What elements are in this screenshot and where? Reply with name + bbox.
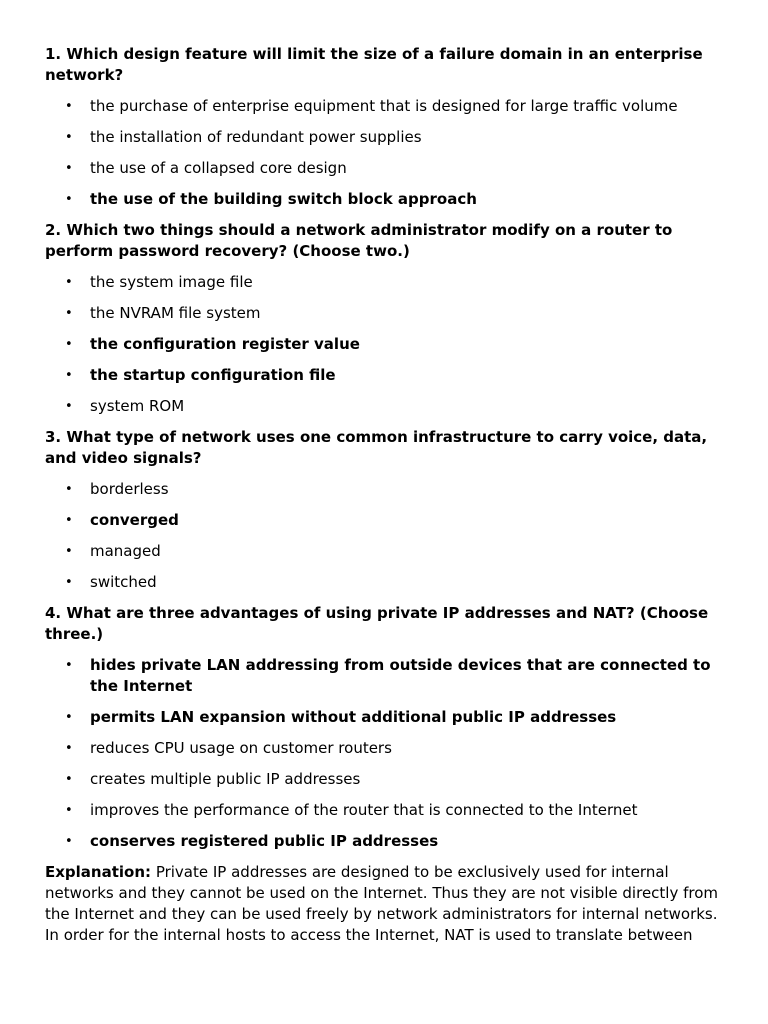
bullet-icon: • bbox=[65, 482, 73, 497]
bullet-icon: • bbox=[65, 192, 73, 207]
answer-option-text: improves the performance of the router that is connected to the Internet bbox=[90, 801, 638, 819]
answer-option-correct bbox=[45, 655, 725, 697]
answer-option-correct bbox=[45, 831, 725, 852]
question-block bbox=[45, 603, 725, 852]
answer-option-text: the use of a collapsed core design bbox=[90, 159, 347, 177]
answer-option-text: permits LAN expansion without additional public IP addresses bbox=[90, 708, 617, 726]
bullet-icon: • bbox=[65, 741, 73, 756]
answer-option-correct bbox=[45, 334, 725, 355]
question-block bbox=[45, 427, 725, 593]
answer-option-text: the purchase of enterprise equipment that is designed for large traffic volume bbox=[90, 97, 678, 115]
bullet-icon: • bbox=[65, 306, 73, 321]
bullet-icon: • bbox=[65, 575, 73, 590]
answer-options-list bbox=[45, 96, 725, 210]
explanation-paragraph bbox=[45, 862, 725, 946]
answer-option-text: conserves registered public IP addresses bbox=[90, 832, 439, 850]
answer-option-text: the NVRAM file system bbox=[90, 304, 261, 322]
answer-options-list bbox=[45, 655, 725, 852]
answer-option-correct bbox=[45, 365, 725, 386]
bullet-icon: • bbox=[65, 368, 73, 383]
explanation-label: Explanation: bbox=[45, 863, 152, 881]
answer-option-text: managed bbox=[90, 542, 161, 560]
answer-option bbox=[45, 572, 725, 593]
answer-option bbox=[45, 158, 725, 179]
bullet-icon: • bbox=[65, 513, 73, 528]
answer-option-text: converged bbox=[90, 511, 179, 529]
bullet-icon: • bbox=[65, 544, 73, 559]
answer-option bbox=[45, 541, 725, 562]
answer-option bbox=[45, 479, 725, 500]
answer-option-text: borderless bbox=[90, 480, 169, 498]
answer-option bbox=[45, 396, 725, 417]
answer-option-text: creates multiple public IP addresses bbox=[90, 770, 361, 788]
answer-option-correct bbox=[45, 707, 725, 728]
answer-option-correct bbox=[45, 510, 725, 531]
answer-options-list bbox=[45, 479, 725, 593]
answer-option-text: the use of the building switch block approach bbox=[90, 190, 477, 208]
bullet-icon: • bbox=[65, 834, 73, 849]
answer-option-text: reduces CPU usage on customer routers bbox=[90, 739, 392, 757]
question-title: 4. What are three advantages of using private IP addresses and NAT? (Choose three.) bbox=[45, 604, 709, 643]
bullet-icon: • bbox=[65, 803, 73, 818]
document-body bbox=[45, 44, 725, 946]
answer-option-text: the configuration register value bbox=[90, 335, 360, 353]
bullet-icon: • bbox=[65, 710, 73, 725]
answer-option-text: the system image file bbox=[90, 273, 253, 291]
question-list bbox=[45, 44, 725, 852]
bullet-icon: • bbox=[65, 658, 73, 673]
answer-option-correct bbox=[45, 189, 725, 210]
answer-option bbox=[45, 303, 725, 324]
explanation-text: Private IP addresses are designed to be exclusively used for internal networks and they cannot be used on the Internet. Thus they are not visible directly from the Internet and they can be used freely by network administrators for internal networks. In order for the internal hosts to access the Internet, NAT is used to translate between bbox=[45, 863, 719, 944]
answer-option-text: switched bbox=[90, 573, 157, 591]
bullet-icon: • bbox=[65, 275, 73, 290]
answer-option-text: the installation of redundant power supplies bbox=[90, 128, 422, 146]
bullet-icon: • bbox=[65, 772, 73, 787]
answer-option bbox=[45, 800, 725, 821]
answer-option-text: system ROM bbox=[90, 397, 185, 415]
answer-option bbox=[45, 127, 725, 148]
answer-option bbox=[45, 769, 725, 790]
answer-option-text: the startup configuration file bbox=[90, 366, 336, 384]
question-title: 1. Which design feature will limit the size of a failure domain in an enterprise network? bbox=[45, 45, 703, 84]
question-block bbox=[45, 44, 725, 210]
answer-option-text: hides private LAN addressing from outside devices that are connected to the Internet bbox=[90, 656, 711, 695]
answer-options-list bbox=[45, 272, 725, 417]
bullet-icon: • bbox=[65, 130, 73, 145]
question-block bbox=[45, 220, 725, 417]
question-title: 3. What type of network uses one common infrastructure to carry voice, data, and video signals? bbox=[45, 428, 708, 467]
answer-option bbox=[45, 738, 725, 759]
bullet-icon: • bbox=[65, 399, 73, 414]
bullet-icon: • bbox=[65, 161, 73, 176]
question-title: 2. Which two things should a network administrator modify on a router to perform password recovery? (Choose two.) bbox=[45, 221, 673, 260]
answer-option bbox=[45, 272, 725, 293]
bullet-icon: • bbox=[65, 99, 73, 114]
answer-option bbox=[45, 96, 725, 117]
bullet-icon: • bbox=[65, 337, 73, 352]
